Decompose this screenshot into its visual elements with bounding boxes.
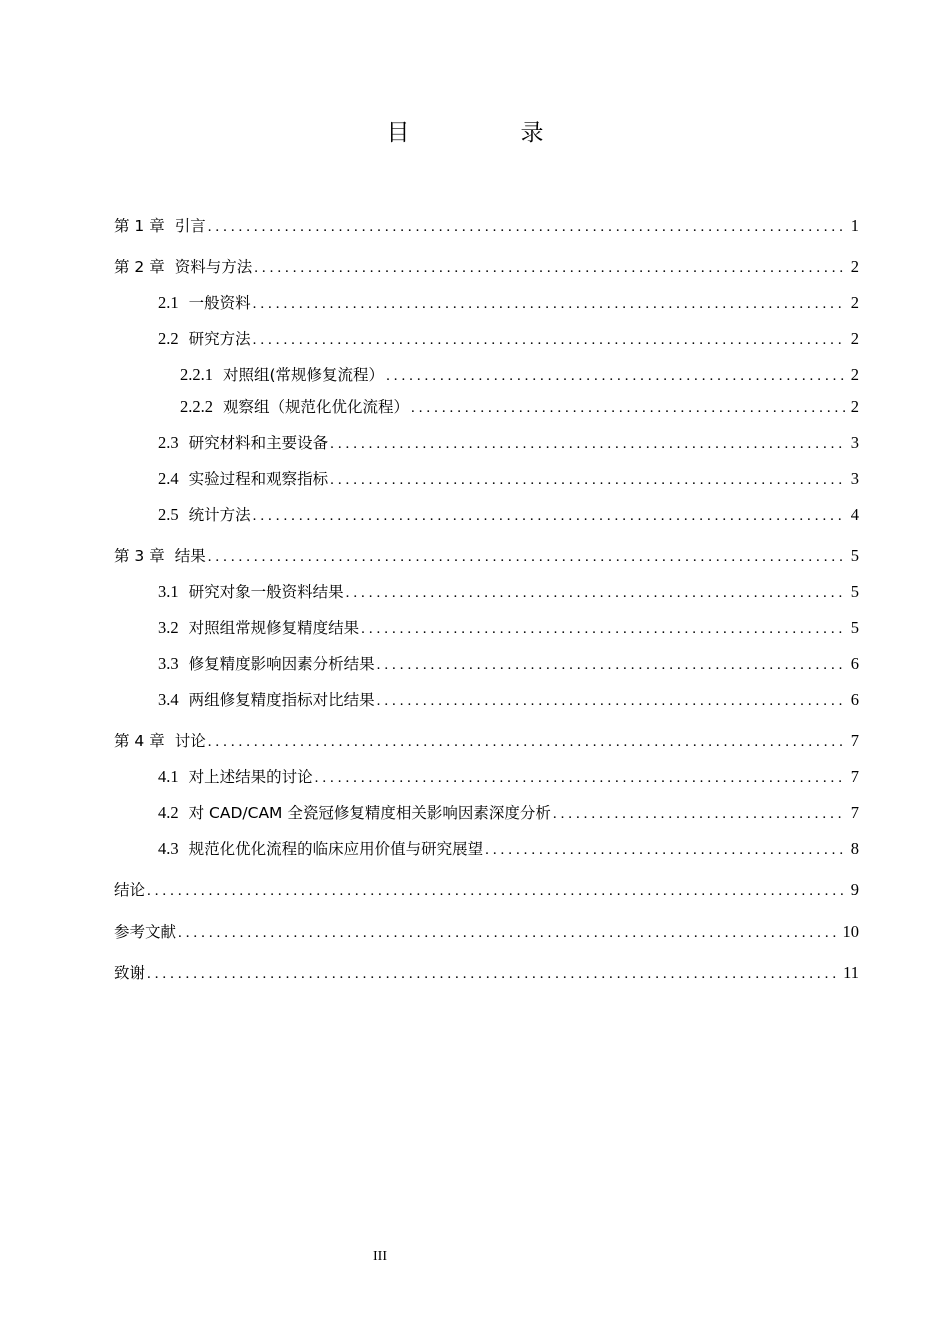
toc-entry-number: 第 2 章 xyxy=(114,258,165,276)
dot-leader xyxy=(208,549,846,566)
toc-entry[interactable] xyxy=(180,395,859,419)
dot-leader xyxy=(208,734,846,751)
toc-entry-page: 7 xyxy=(850,731,859,750)
toc-entry-page: 1 xyxy=(850,216,859,235)
dot-leader xyxy=(346,585,846,602)
dot-leader xyxy=(178,925,839,942)
toc-entry-number: 2.2 xyxy=(158,329,179,348)
toc-entry-page: 2 xyxy=(850,293,859,312)
toc-entry-page: 6 xyxy=(850,654,859,673)
toc-entry-label: 结果 xyxy=(174,547,206,565)
toc-entry[interactable] xyxy=(158,431,859,455)
toc-entry-label: 对上述结果的讨论 xyxy=(188,768,313,786)
toc-entry[interactable] xyxy=(158,837,859,861)
toc-entry[interactable] xyxy=(158,580,859,604)
toc-entry-number: 4.1 xyxy=(158,767,179,786)
toc-entry-number: 2.2.1 xyxy=(180,365,213,384)
toc-entry-number: 第 4 章 xyxy=(114,732,165,750)
dot-leader xyxy=(386,368,846,385)
toc-entry[interactable] xyxy=(158,801,859,825)
toc-entry-number: 2.3 xyxy=(158,433,179,452)
dot-leader xyxy=(253,332,846,349)
toc-entry-label: 研究材料和主要设备 xyxy=(188,434,329,452)
toc-entry[interactable] xyxy=(180,363,859,387)
toc-entry-page: 6 xyxy=(850,690,859,709)
toc-entry-page: 5 xyxy=(850,618,859,637)
dot-leader xyxy=(147,966,840,983)
toc-entry[interactable] xyxy=(158,327,859,351)
toc-entry-label: 统计方法 xyxy=(188,506,251,524)
toc-entry-page: 10 xyxy=(842,922,859,941)
toc-entry-label: 结论 xyxy=(114,881,146,899)
page-number: III xyxy=(373,1249,387,1264)
toc-entry-page: 11 xyxy=(843,963,859,982)
toc-entry-number: 3.2 xyxy=(158,618,179,637)
toc-entry[interactable] xyxy=(114,214,859,238)
toc-entry[interactable] xyxy=(114,920,859,944)
toc-entry[interactable] xyxy=(114,255,859,279)
toc-entry-number: 第 3 章 xyxy=(114,547,165,565)
toc-entry-label: 引言 xyxy=(174,217,206,235)
toc-entry[interactable] xyxy=(114,961,859,985)
toc-entry[interactable] xyxy=(158,616,859,640)
dot-leader xyxy=(377,693,846,710)
toc-entry-label: 对 CAD/CAM 全瓷冠修复精度相关影响因素深度分析 xyxy=(188,804,551,822)
toc-entry-number: 3.4 xyxy=(158,690,179,709)
toc-entry-number: 2.5 xyxy=(158,505,179,524)
toc-entry[interactable] xyxy=(114,729,859,753)
toc-entry-page: 4 xyxy=(850,505,859,524)
dot-leader xyxy=(254,260,846,277)
toc-entry-number: 2.4 xyxy=(158,469,179,488)
toc-entry-label: 规范化优化流程的临床应用价值与研究展望 xyxy=(188,840,484,858)
toc-entry-page: 2 xyxy=(850,329,859,348)
toc-entry-number: 2.1 xyxy=(158,293,179,312)
dot-leader xyxy=(361,621,846,638)
toc-entry-label: 参考文献 xyxy=(114,923,177,941)
toc-entry-page: 7 xyxy=(850,767,859,786)
toc-entry-page: 7 xyxy=(850,803,859,822)
toc-entry-label: 资料与方法 xyxy=(174,258,253,276)
toc-entry[interactable] xyxy=(114,878,859,902)
toc-entry-page: 8 xyxy=(850,839,859,858)
toc-entry[interactable] xyxy=(158,503,859,527)
toc-entry-label: 对照组常规修复精度结果 xyxy=(188,619,360,637)
toc-entry[interactable] xyxy=(158,291,859,315)
dot-leader xyxy=(253,508,846,525)
toc-entry-label: 观察组（规范化优化流程） xyxy=(223,398,410,416)
toc-entry-number: 3.1 xyxy=(158,582,179,601)
toc-entry[interactable] xyxy=(114,544,859,568)
toc-entry-number: 3.3 xyxy=(158,654,179,673)
dot-leader xyxy=(208,219,846,236)
toc-entry-page: 2 xyxy=(850,397,859,416)
toc-entry-label: 研究方法 xyxy=(188,330,251,348)
dot-leader xyxy=(377,657,846,674)
toc-entry-label: 讨论 xyxy=(174,732,206,750)
toc-entry-number: 4.3 xyxy=(158,839,179,858)
toc-entry-page: 2 xyxy=(850,257,859,276)
toc-entry-page: 5 xyxy=(850,546,859,565)
dot-leader xyxy=(330,436,846,453)
toc-entry-number: 第 1 章 xyxy=(114,217,165,235)
toc-entry[interactable] xyxy=(158,652,859,676)
dot-leader xyxy=(253,296,846,313)
toc-entry-page: 9 xyxy=(850,880,859,899)
page-title: 目 录 xyxy=(386,120,588,146)
toc-entry-page: 3 xyxy=(850,469,859,488)
dot-leader xyxy=(147,883,846,900)
toc-entry-page: 2 xyxy=(850,365,859,384)
dot-leader xyxy=(315,770,846,787)
dot-leader xyxy=(330,472,846,489)
toc-entry-number: 4.2 xyxy=(158,803,179,822)
toc-entry-label: 两组修复精度指标对比结果 xyxy=(188,691,375,709)
toc-entry-page: 5 xyxy=(850,582,859,601)
toc-entry-label: 修复精度影响因素分析结果 xyxy=(188,655,375,673)
toc-entry-number: 2.2.2 xyxy=(180,397,213,416)
toc-entry-label: 研究对象一般资料结果 xyxy=(188,583,344,601)
dot-leader xyxy=(485,842,846,859)
toc-entry-label: 致谢 xyxy=(114,964,146,982)
dot-leader xyxy=(553,806,846,823)
toc-entry-label: 对照组(常规修复流程） xyxy=(223,366,385,384)
toc-entry-label: 一般资料 xyxy=(188,294,251,312)
dot-leader xyxy=(411,400,846,417)
toc-entry-page: 3 xyxy=(850,433,859,452)
toc-entry[interactable] xyxy=(158,765,859,789)
toc-entry[interactable] xyxy=(158,467,859,491)
toc-entry-label: 实验过程和观察指标 xyxy=(188,470,329,488)
toc-entry[interactable] xyxy=(158,688,859,712)
